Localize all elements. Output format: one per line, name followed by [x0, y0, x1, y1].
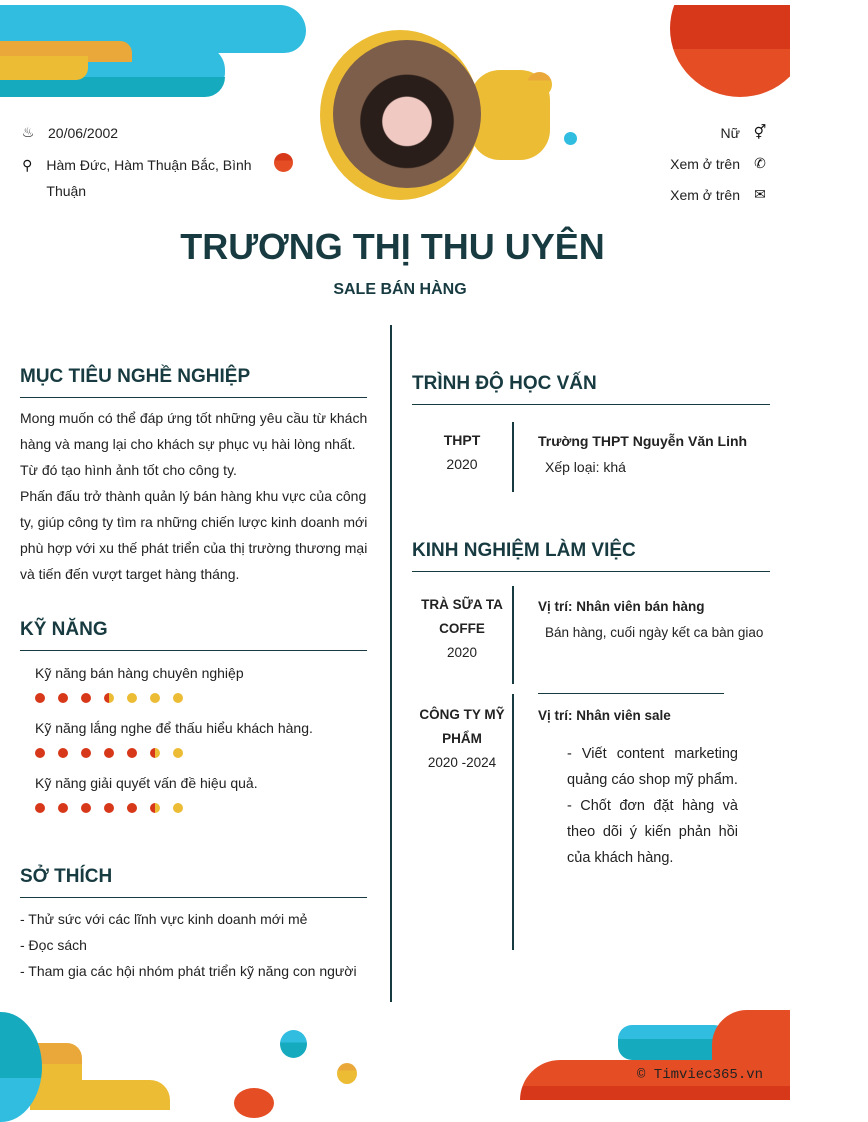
objective-title: MỤC TIÊU NGHỀ NGHIỆP	[20, 366, 367, 398]
objective-paragraph: Phấn đấu trở thành quản lý bán hàng khu vực của công ty, giúp công ty tìm ra những chiến lược kinh doanh mới phù hợp với xu thế phát triển của thị trường thương mại và tiến đến vượt target hàng tháng.	[20, 488, 368, 582]
skill-item	[35, 720, 313, 761]
rating-dot	[127, 748, 137, 758]
education-meta	[412, 428, 512, 476]
education-year: 2020	[446, 456, 478, 472]
decor-dot	[274, 153, 293, 172]
job-description	[567, 741, 738, 871]
rating-dot	[127, 693, 137, 703]
column-divider	[390, 325, 392, 1002]
decor-dot	[234, 1088, 274, 1118]
skill-rating	[35, 690, 313, 706]
gender-row	[721, 124, 768, 141]
rating-dot	[150, 693, 160, 703]
grade: Xếp loại: khá	[545, 459, 626, 475]
experience-detail	[538, 594, 763, 646]
experience-year: 2020	[446, 645, 478, 660]
rating-dot	[104, 748, 114, 758]
rating-dot	[173, 748, 183, 758]
decor-shape	[670, 0, 810, 97]
gender-icon: ⚥	[753, 124, 767, 140]
rating-dot	[150, 803, 160, 813]
job-role: Vị trí: Nhân viên sale	[538, 708, 671, 723]
job-task: - Viết content marketing quảng cáo shop mỹ phẩm.	[567, 746, 738, 788]
job-task: - Chốt đơn đặt hàng và theo dõi ý kiến phản hồi của khách hàng.	[567, 798, 738, 866]
experience-divider	[512, 586, 514, 684]
skills-list	[35, 665, 313, 830]
education-level: THPT	[443, 432, 481, 448]
birthday-row	[20, 124, 118, 141]
experience-year: 2020 -2024	[427, 755, 497, 770]
rating-dot	[104, 803, 114, 813]
experience-detail	[538, 703, 671, 729]
decor-shape	[0, 56, 88, 80]
full-name: TRƯƠNG THỊ THU UYÊN	[180, 226, 605, 267]
skill-name: Kỹ năng bán hàng chuyên nghiệp	[35, 665, 244, 681]
rating-dot	[58, 803, 68, 813]
skill-name: Kỹ năng lắng nghe để thấu hiểu khách hàng.	[35, 720, 313, 736]
hobby-item: - Đọc sách	[20, 937, 87, 953]
rating-dot	[173, 803, 183, 813]
rating-dot	[104, 693, 114, 703]
objective-paragraph: Mong muốn có thể đáp ứng tốt những yêu cầu từ khách hàng và mang lại cho khách sự phục vụ hài lòng nhất. Từ đó tạo hình ảnh tốt cho công ty.	[20, 410, 368, 478]
experience-meta	[412, 703, 512, 775]
birthday-cake-icon: ♨	[21, 124, 35, 140]
experience-title: KINH NGHIỆM LÀM VIỆC	[412, 540, 770, 572]
rating-dot	[58, 748, 68, 758]
hobbies-list	[20, 906, 357, 984]
rating-dot	[58, 693, 68, 703]
photo	[333, 40, 481, 188]
school-name: Trường THPT Nguyễn Văn Linh	[538, 433, 748, 449]
separator	[538, 693, 724, 694]
hobby-item: - Thử sức với các lĩnh vực kinh doanh mới mẻ	[20, 911, 308, 927]
birthday: 20/06/2002	[48, 124, 119, 141]
experience-meta	[412, 593, 512, 665]
rating-dot	[127, 803, 137, 813]
decor-shape	[30, 1080, 170, 1110]
hobby-item: - Tham gia các hội nhóm phát triển kỹ năng con người	[20, 963, 357, 979]
decor-dot	[280, 1030, 307, 1058]
rating-dot	[35, 693, 45, 703]
gender: Nữ	[720, 124, 740, 141]
rating-dot	[81, 803, 91, 813]
skill-item	[35, 665, 313, 706]
copyright: © Timviec365.vn	[637, 1067, 764, 1083]
address-row	[20, 152, 270, 204]
decor-dot	[564, 132, 577, 145]
hobbies-title: SỞ THÍCH	[20, 866, 367, 898]
education-title: TRÌNH ĐỘ HỌC VẤN	[412, 373, 770, 405]
decor-dot	[337, 1063, 357, 1084]
envelope-icon: ✉	[754, 186, 766, 202]
rating-dot	[150, 748, 160, 758]
job-role: Vị trí: Nhân viên bán hàng	[538, 599, 705, 614]
company-name: CÔNG TY MỸ PHẨM	[419, 707, 505, 746]
company-name: TRÀ SỮA TA COFFE	[421, 597, 503, 636]
email-row	[670, 186, 768, 203]
experience-divider	[512, 694, 514, 950]
education-detail	[538, 428, 747, 480]
skill-name: Kỹ năng giải quyết vấn đề hiệu quả.	[35, 775, 258, 791]
location-pin-icon: ⚲	[22, 157, 33, 173]
rating-dot	[81, 693, 91, 703]
objective-text	[20, 405, 370, 587]
email: Xem ở trên	[670, 186, 740, 203]
rating-dot	[35, 748, 45, 758]
education-divider	[512, 422, 514, 492]
rating-dot	[35, 803, 45, 813]
job-position: SALE BÁN HÀNG	[333, 281, 467, 298]
address: Hàm Đức, Hàm Thuận Bắc, Bình Thuận	[46, 157, 252, 199]
skill-rating	[35, 800, 313, 816]
phone: Xem ở trên	[670, 155, 740, 172]
decor-shape	[0, 77, 225, 97]
phone-row	[670, 155, 768, 172]
rating-dot	[173, 693, 183, 703]
job-description: Bán hàng, cuối ngày kết ca bàn giao	[545, 625, 764, 640]
decor-dot	[527, 72, 552, 97]
skills-title: KỸ NĂNG	[20, 619, 367, 651]
phone-icon: ✆	[754, 155, 766, 171]
skill-rating	[35, 745, 313, 761]
skill-item	[35, 775, 313, 816]
rating-dot	[81, 748, 91, 758]
